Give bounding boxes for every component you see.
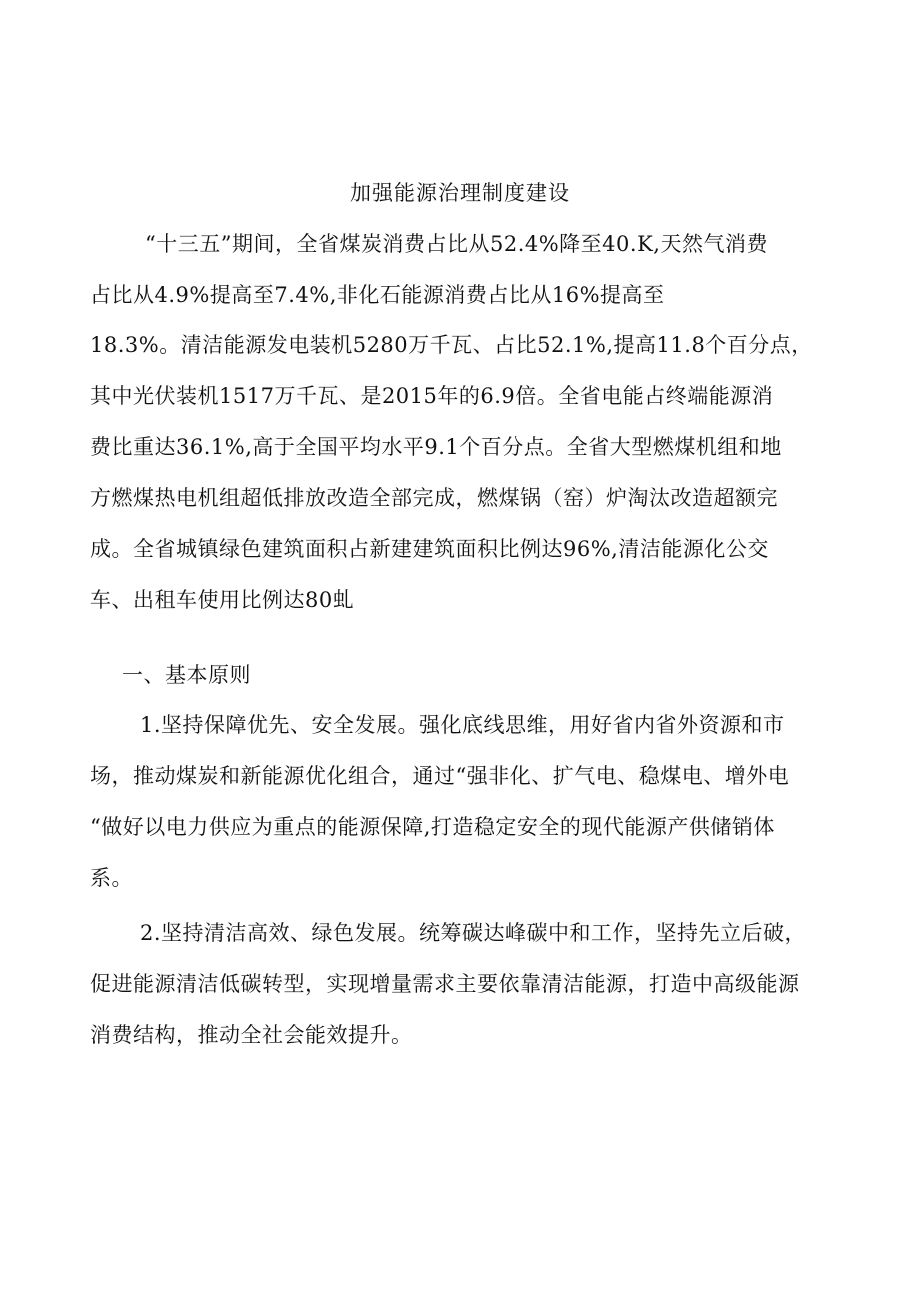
body-line-4: 其中光伏装机1517万千瓦、是2015年的6.9倍。全省电能占终端能源消 (90, 384, 774, 408)
document-title: 加强能源治理制度建设 (350, 181, 570, 205)
body-line-2: 占比从4.9%提高至7.4%,非化石能源消费占比从16%提高至 (90, 283, 665, 307)
principle-1-line-2: 场，推动煤炭和新能源优化组合，通过“强非化、扩气电、稳煤电、增外电 (90, 764, 790, 788)
body-line-8: 车、出租车使用比例达80虬 (90, 588, 355, 612)
principle-2-line-2: 促进能源清洁低碳转型，实现增量需求主要依靠清洁能源，打造中高级能源 (90, 972, 800, 996)
body-line-6: 方燃煤热电机组超低排放改造全部完成，燃煤锅（窑）炉淘汰改造超额完 (90, 486, 778, 510)
principle-2-line-1: 2.坚持清洁高效、绿色发展。统筹碳达峰碳中和工作，坚持先立后破， (140, 921, 807, 945)
body-line-1: “十三五”期间，全省煤炭消费占比从52.4%降至40.K,天然气消费 (145, 232, 768, 256)
principle-1-line-3: “做好以电力供应为重点的能源保障,打造稳定安全的现代能源产供储销体 (90, 815, 775, 839)
principle-1-line-4: 系。 (90, 866, 133, 890)
body-line-3: 18.3%。清洁能源发电装机5280万千瓦、占比52.1%,提高11.8个百分点， (90, 333, 813, 357)
body-line-7: 成。全省城镇绿色建筑面积占新建建筑面积比例达96%,清洁能源化公交 (90, 537, 769, 561)
principle-2-line-3: 消费结构，推动全社会能效提升。 (90, 1023, 413, 1047)
section-heading-basic-principles: 一、基本原则 (122, 663, 251, 687)
body-line-5: 费比重达36.1%,高于全国平均水平9.1个百分点。全省大型燃煤机组和地 (90, 435, 782, 459)
principle-1-line-1: 1.坚持保障优先、安全发展。强化底线思维，用好省内省外资源和市 (140, 713, 785, 737)
